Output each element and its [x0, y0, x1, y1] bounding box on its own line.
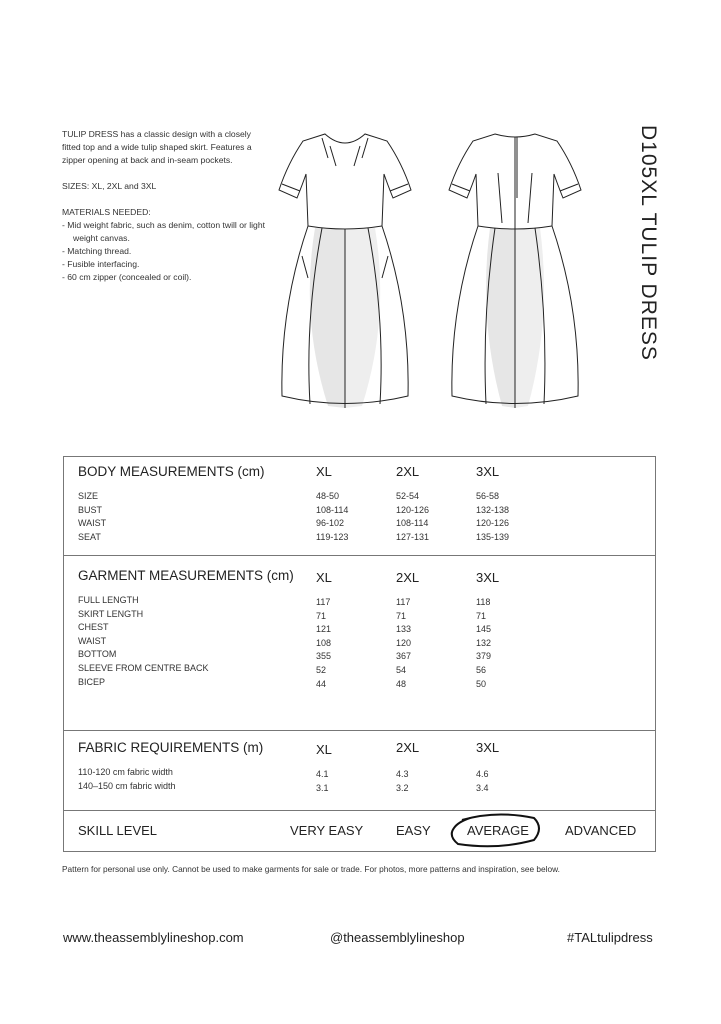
- row-value-2xl: 108-114: [396, 518, 429, 529]
- size-header: XL: [316, 464, 332, 479]
- front-dress-illustration: [270, 128, 420, 413]
- row-value-3xl: 50: [476, 678, 487, 689]
- garment-measurements-heading: GARMENT MEASUREMENTS (cm): [78, 568, 294, 583]
- row-value-xl: 108-114: [316, 504, 349, 515]
- row-value-3xl: 132: [476, 637, 492, 648]
- sizes-text: SIZES: XL, 2XL and 3XL: [62, 181, 157, 191]
- selected-circle-mark: [448, 812, 544, 850]
- row-value-2xl: 133: [396, 624, 412, 635]
- row-value-2xl: 120: [396, 637, 412, 648]
- row-value-2xl: 52-54: [396, 491, 420, 501]
- row-value-xl: 3.1: [316, 782, 329, 793]
- row-value-3xl: 120-126: [476, 518, 510, 529]
- row-label: BICEP: [78, 676, 106, 687]
- size-header: 3XL: [476, 464, 500, 479]
- row-value-3xl: 71: [476, 610, 487, 621]
- material-item: - Fusible interfacing.: [62, 259, 140, 269]
- back-dress-illustration: [440, 128, 590, 413]
- row-label: BOTTOM: [78, 649, 117, 660]
- row-label: 110-120 cm fabric width: [78, 767, 173, 777]
- row-value-xl: 52: [316, 665, 327, 675]
- row-label: BUST: [78, 504, 103, 515]
- divider: [63, 730, 656, 731]
- usage-note: Pattern for personal use only. Cannot be used to make garments for sale or trade. For photos, more patterns and inspiration, see below.: [62, 864, 560, 874]
- size-header: XL: [316, 742, 332, 757]
- row-value-xl: 96-102: [316, 518, 345, 529]
- row-label: 140–150 cm fabric width: [78, 780, 176, 791]
- skill-average-selected: AVERAGE: [467, 823, 529, 838]
- row-value-xl: 119-123: [316, 531, 349, 542]
- row-label: WAIST: [78, 635, 107, 646]
- website-link[interactable]: www.theassemblylineshop.com: [63, 930, 244, 945]
- hashtag: #TALtulipdress: [567, 930, 653, 945]
- size-header: 3XL: [476, 740, 500, 755]
- size-header: 3XL: [476, 570, 500, 585]
- row-label: FULL LENGTH: [78, 595, 139, 605]
- material-item: - 60 cm zipper (concealed or coil).: [62, 272, 192, 282]
- row-value-2xl: 71: [396, 610, 407, 621]
- row-label: SEAT: [78, 531, 101, 542]
- size-header: 2XL: [396, 740, 420, 755]
- row-value-xl: 121: [316, 624, 332, 635]
- size-header: 2XL: [396, 570, 420, 585]
- row-value-3xl: 56-58: [476, 491, 500, 501]
- row-value-xl: 44: [316, 678, 327, 689]
- row-value-xl: 48-50: [316, 491, 340, 501]
- row-label: SIZE: [78, 491, 99, 501]
- material-item: - Matching thread.: [62, 246, 132, 256]
- row-value-3xl: 4.6: [476, 769, 489, 779]
- row-label: WAIST: [78, 518, 107, 529]
- body-measurements-heading: BODY MEASUREMENTS (cm): [78, 464, 265, 479]
- row-value-xl: 108: [316, 637, 332, 648]
- row-value-2xl: 3.2: [396, 782, 409, 793]
- materials-list: [62, 219, 273, 284]
- skill-easy: EASY: [396, 823, 431, 838]
- fabric-requirements-heading: FABRIC REQUIREMENTS (m): [78, 740, 264, 755]
- row-value-2xl: 4.3: [396, 769, 409, 779]
- row-value-xl: 117: [316, 597, 331, 607]
- materials-heading: MATERIALS NEEDED:: [62, 207, 151, 217]
- row-value-3xl: 56: [476, 665, 487, 675]
- row-value-xl: 4.1: [316, 769, 329, 779]
- row-value-2xl: 48: [396, 678, 407, 689]
- intro-text: [62, 128, 273, 284]
- row-value-2xl: 367: [396, 651, 412, 662]
- row-value-3xl: 135-139: [476, 531, 510, 542]
- row-value-3xl: 3.4: [476, 782, 489, 793]
- row-label: SKIRT LENGTH: [78, 608, 144, 619]
- row-label: SLEEVE FROM CENTRE BACK: [78, 663, 209, 673]
- row-value-3xl: 145: [476, 624, 492, 635]
- row-value-2xl: 54: [396, 665, 407, 675]
- size-header: 2XL: [396, 464, 420, 479]
- row-value-xl: 71: [316, 610, 327, 621]
- skill-level-label: SKILL LEVEL: [78, 823, 158, 838]
- row-value-3xl: 132-138: [476, 504, 510, 515]
- size-header: XL: [316, 570, 332, 585]
- pattern-title: D105XL TULIP DRESS: [637, 125, 660, 361]
- divider: [63, 810, 656, 811]
- skill-very-easy: VERY EASY: [290, 823, 364, 838]
- row-value-3xl: 118: [476, 597, 491, 607]
- description: TULIP DRESS has a classic design with a closely fitted top and a wide tulip shaped skirt. Features a zipper opening at back and in-seam pockets.: [62, 129, 252, 165]
- row-value-2xl: 117: [396, 597, 411, 607]
- instagram-handle[interactable]: @theassemblylineshop: [330, 930, 465, 945]
- material-item: - Mid weight fabric, such as denim, cotton twill or light weight canvas.: [62, 220, 265, 243]
- row-value-2xl: 120-126: [396, 504, 430, 515]
- row-value-3xl: 379: [476, 651, 492, 662]
- row-value-2xl: 127-131: [396, 531, 430, 542]
- row-value-xl: 355: [316, 651, 332, 662]
- skill-advanced: ADVANCED: [565, 823, 637, 838]
- divider: [63, 555, 656, 556]
- row-label: CHEST: [78, 622, 109, 633]
